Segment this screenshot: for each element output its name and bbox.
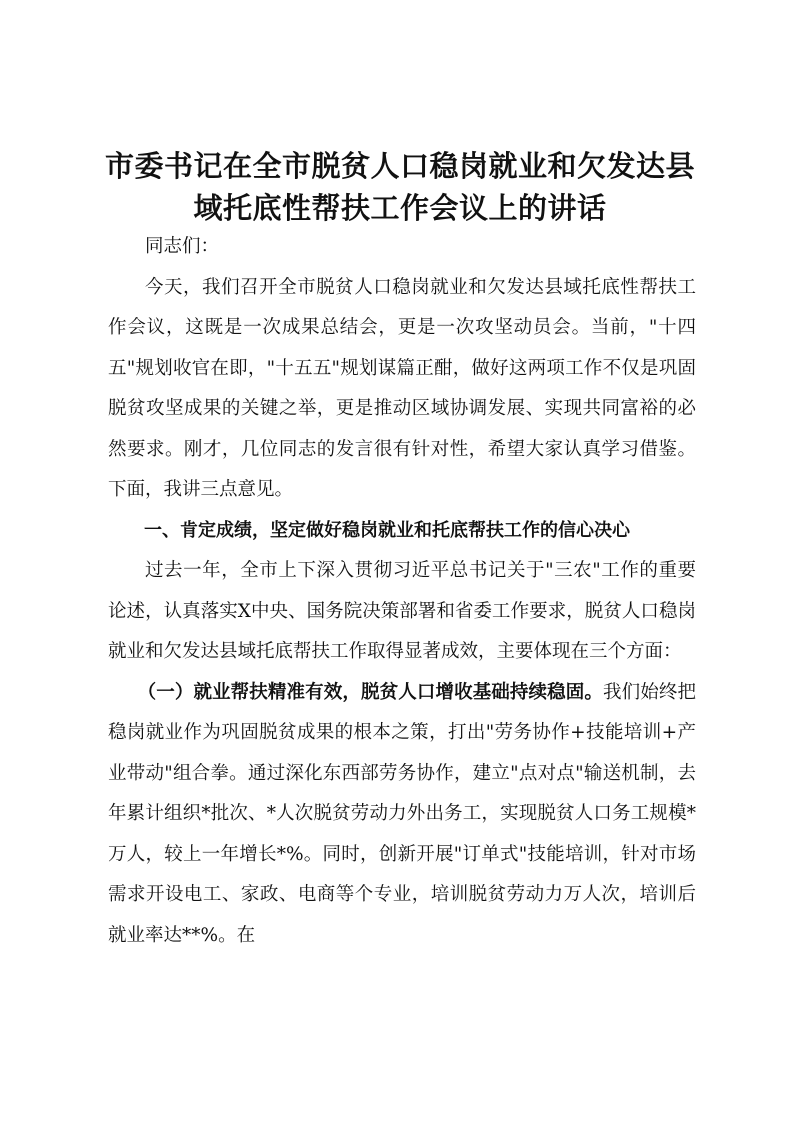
- subsection-text-1: 我们始终把稳岗就业作为巩固脱贫成果的根本之策，打出"劳务协作+技能培训+产业带动"组合拳。通过深化东西部劳务协作，建立"点对点"输送机制，去年累计组织*批次、*人次脱贫劳动力外出务工，实现脱贫人口务工规模*万人，较上一年增长*%。同时，创新开展"订单式"技能培训，针对市场需求开设电工、家政、电商等个专业，培训脱贫劳动力万人次，培训后就业率达**%。在: [108, 681, 696, 946]
- document-title-line-1: 市委书记在全市脱贫人口稳岗就业和欠发达县: [104, 149, 695, 183]
- salutation: 同志们：: [145, 236, 220, 257]
- section-heading-1: 一、肯定成绩，坚定做好稳岗就业和托底帮扶工作的信心决心: [144, 519, 630, 541]
- subsection-employment: [108, 673, 696, 957]
- document-title-line-2: 域托底性帮扶工作会议上的讲话: [193, 191, 607, 225]
- subsection-title-1: （一）就业帮扶精准有效，脱贫人口增收基础持续稳固。: [137, 681, 604, 703]
- document-body: [108, 227, 696, 956]
- paragraph-achievements: 过去一年，全市上下深入贯彻习近平总书记关于"三农"工作的重要论述，认真落实X中央、国务院决策部署和省委工作要求，脱贫人口稳岗就业和欠发达县域托底帮扶工作取得显著成效，主要体现在三个方面：: [108, 560, 696, 662]
- paragraph-intro: 今天，我们召开全市脱贫人口稳岗就业和欠发达县域托底性帮扶工作会议，这既是一次成果总结会，更是一次攻坚动员会。当前，"十四五"规划收官在即，"十五五"规划谋篇正酣，做好这两项工作不仅是巩固脱贫攻坚成果的关键之举，更是推动区域协调发展、实现共同富裕的必然要求。刚才，几位同志的发言很有针对性，希望大家认真学习借鉴。下面，我讲三点意见。: [108, 276, 696, 500]
